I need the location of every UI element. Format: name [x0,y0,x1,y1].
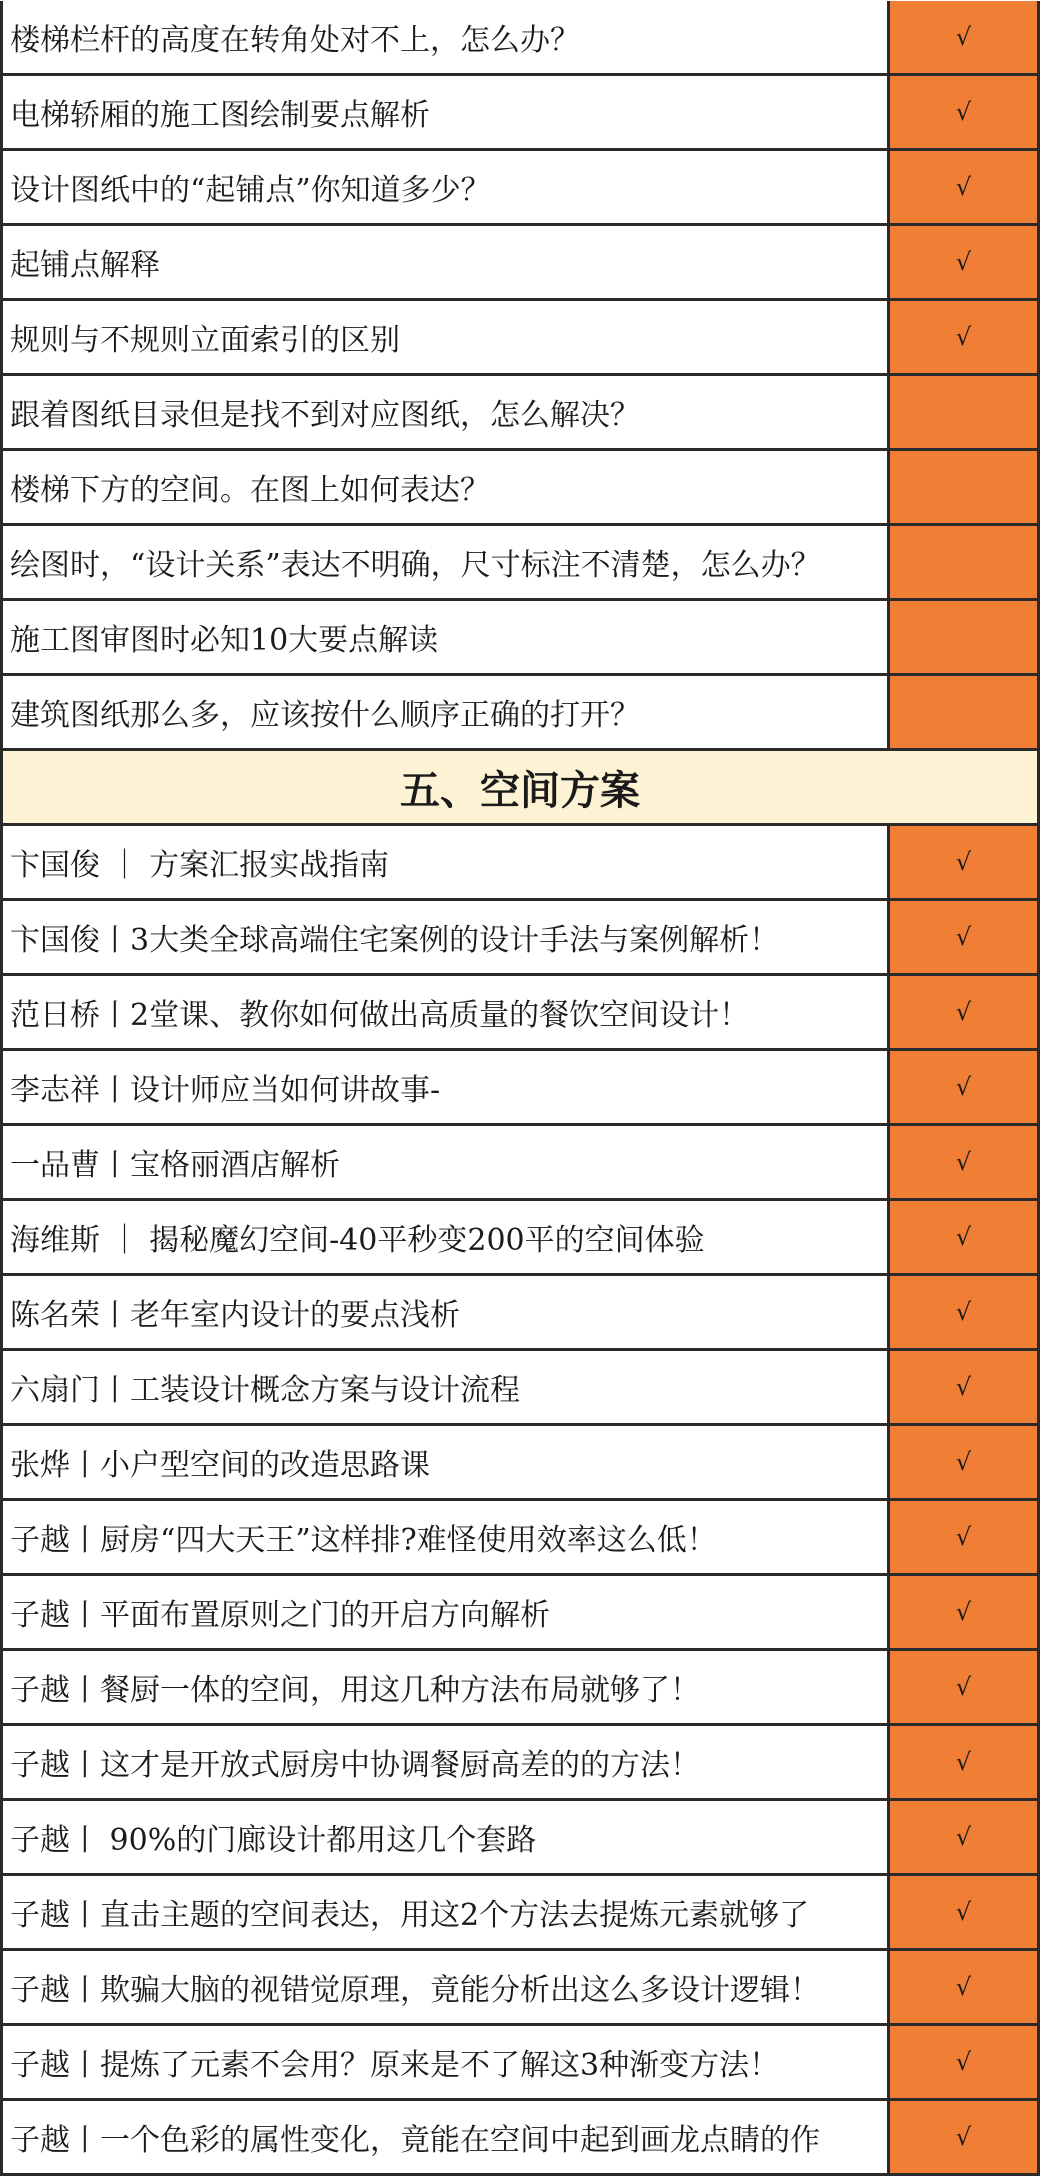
check-mark-icon: √ [955,23,972,51]
check-mark-icon: √ [955,998,972,1026]
row-title: 子越丨这才是开放式厨房中协调餐厨高差的的方法！ [10,1748,700,1783]
row-left-border [0,301,3,373]
status-cell [887,526,1037,598]
check-mark-icon: √ [955,1448,972,1476]
row-title: 楼梯栏杆的高度在转角处对不上，怎么办？ [10,23,580,58]
table-row [0,376,1040,451]
row-left-border [0,226,3,298]
status-cell [887,376,1037,448]
check-mark-icon: √ [955,1373,972,1401]
row-title: 子越丨 90%的门廊设计都用这几个套路 [10,1823,537,1858]
check-mark-icon: √ [955,1598,972,1626]
table-row [0,1951,1040,2026]
status-cell [887,1501,1037,1573]
status-cell [887,151,1037,223]
status-cell [887,2101,1037,2173]
row-title: 电梯轿厢的施工图绘制要点解析 [10,98,430,133]
row-title: 楼梯下方的空间。在图上如何表达？ [10,473,490,508]
row-left-border [0,1951,3,2023]
row-left-border [0,1651,3,1723]
check-mark-icon: √ [955,923,972,951]
table-row [0,301,1040,376]
row-left-border [0,1501,3,1573]
row-title: 建筑图纸那么多，应该按什么顺序正确的打开？ [10,698,640,733]
status-cell [887,451,1037,523]
row-left-border [0,901,3,973]
row-title: 跟着图纸目录但是找不到对应图纸，怎么解决？ [10,398,640,433]
status-cell [887,226,1037,298]
table-row [0,601,1040,676]
table-row [0,676,1040,751]
check-mark-icon: √ [955,1298,972,1326]
row-title: 绘图时，“设计关系”表达不明确，尺寸标注不清楚，怎么办？ [10,548,821,583]
row-left-border [0,676,3,748]
check-mark-icon: √ [955,2123,972,2151]
section-header-space-design [0,751,1040,826]
row-title: 设计图纸中的“起铺点”你知道多少？ [10,173,491,208]
check-mark-icon: √ [955,248,972,276]
row-left-border [0,2026,3,2098]
row-left-border [0,526,3,598]
table-row [0,1651,1040,1726]
row-title: 范日桥丨2堂课、教你如何做出高质量的餐饮空间设计！ [10,998,750,1033]
row-left-border [0,1276,3,1348]
table-row [0,76,1040,151]
status-cell [887,1276,1037,1348]
row-title: 子越丨欺骗大脑的视错觉原理，竟能分析出这么多设计逻辑！ [10,1973,820,2008]
table-row [0,1201,1040,1276]
table-row [0,1726,1040,1801]
table-row [0,1351,1040,1426]
table-row [0,826,1040,901]
row-title: 施工图审图时必知10大要点解读 [10,623,439,658]
status-cell [887,1051,1037,1123]
row-title: 子越丨餐厨一体的空间，用这几种方法布局就够了！ [10,1673,700,1708]
status-cell [887,1426,1037,1498]
table-row [0,526,1040,601]
table-row [0,226,1040,301]
table-row [0,451,1040,526]
table-row [0,2101,1040,2176]
row-left-border [0,76,3,148]
status-cell [887,676,1037,748]
row-left-border [0,1801,3,1873]
table-row [0,1126,1040,1201]
row-title: 起铺点解释 [10,248,160,283]
row-title: 一品曹丨宝格丽酒店解析 [10,1148,340,1183]
row-title: 规则与不规则立面索引的区别 [10,323,400,358]
status-cell [887,76,1037,148]
check-mark-icon: √ [955,173,972,201]
table-row [0,1426,1040,1501]
row-left-border [0,1,3,73]
check-mark-icon: √ [955,98,972,126]
row-title: 子越丨提炼了元素不会用？原来是不了解这3种渐变方法！ [10,2048,780,2083]
row-left-border [0,151,3,223]
row-title: 卞国俊丨3大类全球高端住宅案例的设计手法与案例解析！ [10,923,780,958]
status-cell [887,2026,1037,2098]
check-mark-icon: √ [955,1148,972,1176]
status-cell [887,1651,1037,1723]
status-cell [887,1351,1037,1423]
section-left-border [0,751,3,823]
row-title: 海维斯 ｜ 揭秘魔幻空间-40平秒变200平的空间体验 [10,1223,705,1258]
status-cell [887,901,1037,973]
row-left-border [0,1426,3,1498]
table-row [0,1276,1040,1351]
table-row [0,1501,1040,1576]
row-left-border [0,1351,3,1423]
row-left-border [0,1201,3,1273]
row-left-border [0,1051,3,1123]
row-left-border [0,1576,3,1648]
status-cell [887,601,1037,673]
status-cell [887,1126,1037,1198]
check-mark-icon: √ [955,1523,972,1551]
row-title: 子越丨一个色彩的属性变化，竟能在空间中起到画龙点睛的作 [10,2123,820,2158]
check-mark-icon: √ [955,1898,972,1926]
table-row [0,1051,1040,1126]
row-left-border [0,376,3,448]
row-title: 张烨丨小户型空间的改造思路课 [10,1448,430,1483]
check-mark-icon: √ [955,1673,972,1701]
row-title: 卞国俊 ｜ 方案汇报实战指南 [10,848,390,883]
check-mark-icon: √ [955,1973,972,2001]
table-row [0,1801,1040,1876]
table-row [0,151,1040,226]
row-left-border [0,451,3,523]
row-title: 李志祥丨设计师应当如何讲故事- [10,1073,441,1108]
row-left-border [0,976,3,1048]
row-title: 子越丨厨房“四大天王”这样排?难怪使用效率这么低！ [10,1523,717,1558]
table-row [0,1876,1040,1951]
row-left-border [0,826,3,898]
table-row [0,901,1040,976]
check-mark-icon: √ [955,323,972,351]
status-cell [887,1,1037,73]
status-cell [887,1876,1037,1948]
check-mark-icon: √ [955,1748,972,1776]
row-left-border [0,2101,3,2173]
table-row [0,2026,1040,2101]
row-title: 六扇门丨工装设计概念方案与设计流程 [10,1373,520,1408]
row-left-border [0,601,3,673]
row-title: 子越丨直击主题的空间表达，用这2个方法去提炼元素就够了 [10,1898,810,1933]
status-cell [887,1201,1037,1273]
status-cell [887,1801,1037,1873]
row-left-border [0,1876,3,1948]
row-title: 陈名荣丨老年室内设计的要点浅析 [10,1298,460,1333]
check-mark-icon: √ [955,1823,972,1851]
status-cell [887,1576,1037,1648]
row-left-border [0,1126,3,1198]
check-mark-icon: √ [955,1223,972,1251]
status-cell [887,301,1037,373]
status-cell [887,826,1037,898]
table-row [0,1576,1040,1651]
row-title: 子越丨平面布置原则之门的开启方向解析 [10,1598,550,1633]
status-cell [887,1951,1037,2023]
status-cell [887,976,1037,1048]
row-left-border [0,1726,3,1798]
table-row [0,1,1040,76]
section-heading: 五、空间方案 [400,767,640,814]
check-mark-icon: √ [955,1073,972,1101]
table-row [0,976,1040,1051]
status-cell [887,1726,1037,1798]
check-mark-icon: √ [955,848,972,876]
check-mark-icon: √ [955,2048,972,2076]
